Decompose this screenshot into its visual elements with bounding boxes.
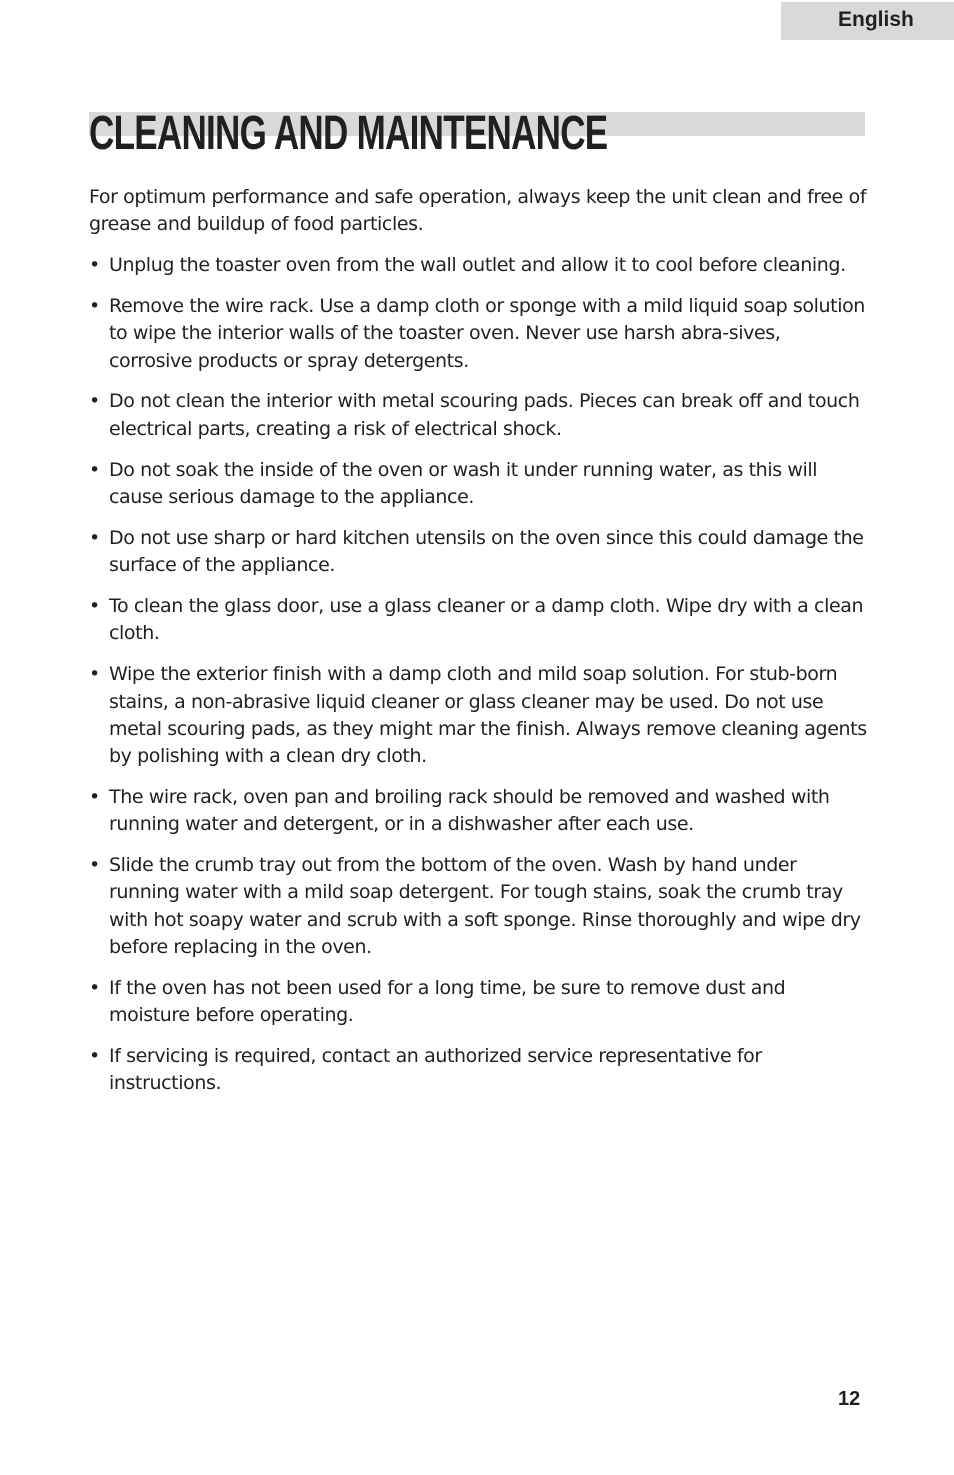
list-item-text: Wipe the exterior finish with a damp cloth and mild soap solution. For stub-born stains, a non-abrasive liquid cleaner or glass cleaner may be used. Do not use metal scouring pads, as they might mar the finish. Always remove cleaning agents by polishing with a clean dry cloth.: [109, 663, 867, 768]
list-item: [89, 852, 867, 961]
page-title: CLEANING AND MAINTENANCE: [89, 107, 608, 160]
intro-paragraph: For optimum performance and safe operation, always keep the unit clean and free of grease and buildup of food particles.: [89, 186, 867, 236]
bullet-icon: •: [89, 526, 100, 549]
list-item: [89, 593, 867, 648]
list-item: [89, 457, 867, 512]
list-item: [89, 661, 867, 770]
bullet-icon: •: [89, 458, 100, 481]
list-item: [89, 293, 867, 375]
bullet-icon: •: [89, 254, 100, 277]
bullet-icon: •: [89, 1045, 100, 1068]
bullet-icon: •: [89, 854, 100, 877]
list-item-text: Slide the crumb tray out from the bottom of the oven. Wash by hand under running water with a mild soap detergent. For tough stains, soak the crumb tray with hot soapy water and scrub with a soft sponge. Rinse thoroughly and wipe dry before replacing in the oven.: [109, 854, 861, 959]
list-item: [89, 252, 867, 279]
list-item-text: Do not soak the inside of the oven or wash it under running water, as this will cause serious damage to the appliance.: [109, 458, 818, 508]
list-item: [89, 784, 867, 839]
list-item: [89, 1043, 867, 1098]
list-item: [89, 525, 867, 580]
page-number: 12: [838, 1388, 861, 1410]
list-item-text: Do not use sharp or hard kitchen utensils on the oven since this could damage the surface of the appliance.: [109, 526, 864, 577]
bullet-icon: •: [89, 390, 100, 413]
main-content: [89, 184, 867, 1111]
list-item-text: If the oven has not been used for a long time, be sure to remove dust and moisture before operating.: [109, 976, 786, 1027]
bullet-icon: •: [89, 595, 100, 618]
list-item-text: Remove the wire rack. Use a damp cloth or sponge with a mild liquid soap solution to wipe the interior walls of the toaster oven. Never use harsh abra-sives, corrosive products or spray detergents.: [109, 294, 865, 372]
bullet-icon: •: [89, 786, 100, 808]
list-item-text: The wire rack, oven pan and broiling rack should be removed and washed with running water and detergent, or in a dishwasher after each use.: [109, 786, 830, 836]
list-item: [89, 388, 867, 443]
list-item-text: Do not clean the interior with metal scouring pads. Pieces can break off and touch electrical parts, creating a risk of electrical shock.: [109, 390, 860, 440]
list-item-text: If servicing is required, contact an authorized service representative for instructions.: [109, 1045, 762, 1095]
list-item-text: Unplug the toaster oven from the wall outlet and allow it to cool before cleaning.: [109, 254, 846, 277]
bullet-icon: •: [89, 976, 100, 999]
bullet-icon: •: [89, 294, 100, 317]
list-item: [89, 975, 867, 1030]
bullet-icon: •: [89, 663, 100, 686]
language-tab: English: [781, 2, 954, 40]
cleaning-instructions-list: [89, 252, 867, 1098]
list-item-text: To clean the glass door, use a glass cleaner or a damp cloth. Wipe dry with a clean cloth.: [109, 595, 864, 645]
